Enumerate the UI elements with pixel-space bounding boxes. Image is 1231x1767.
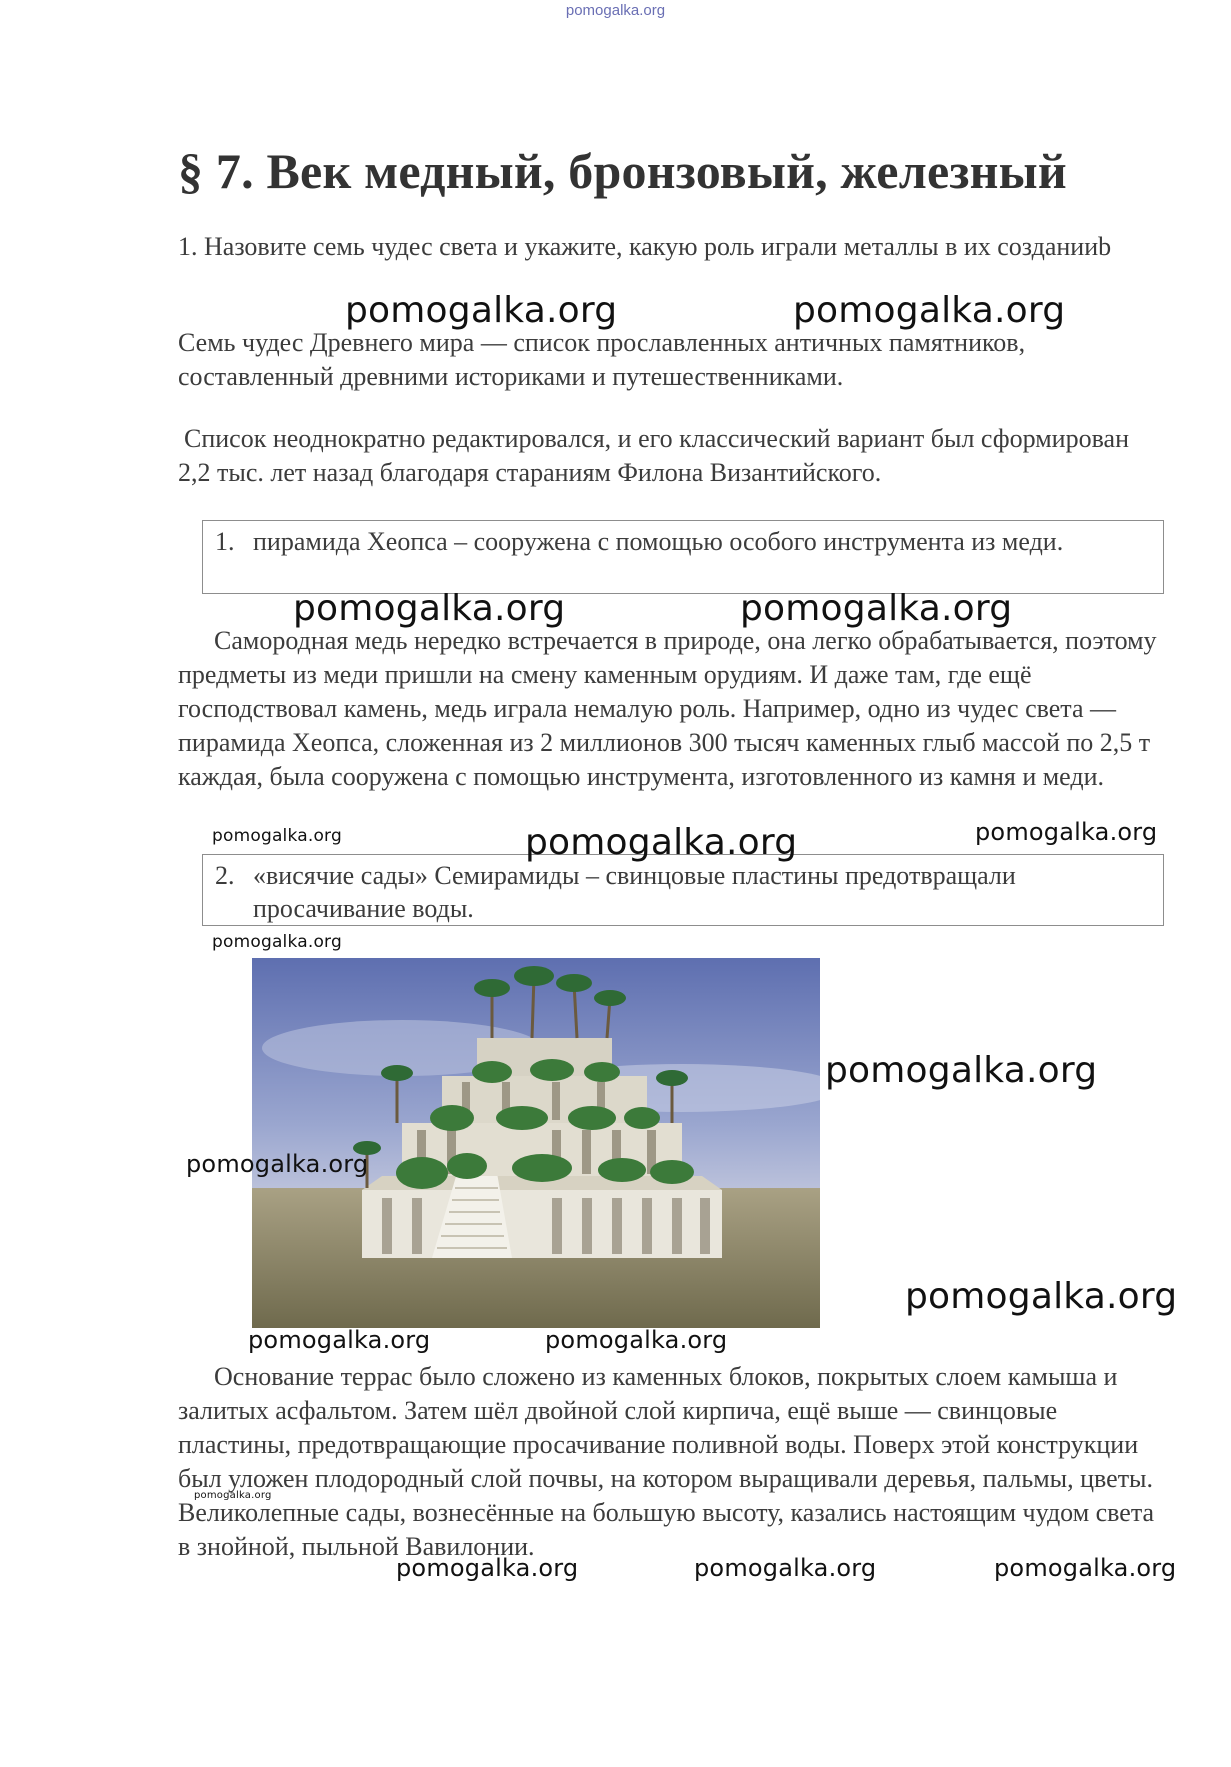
list-item-text: «висячие сады» Семирамиды – свинцовые пластины предотвращали просачивание воды. — [253, 861, 1016, 923]
watermark: pomogalka.org — [248, 1326, 431, 1354]
watermark: pomogalka.org — [212, 826, 342, 846]
hanging-gardens-image — [252, 958, 820, 1328]
intro-paragraph-1: Семь чудес Древнего мира — список прославленных античных памятников, составленный древними историками и путешественниками. — [178, 328, 1026, 391]
watermark: pomogalka.org — [825, 1050, 1098, 1091]
watermark: pomogalka.org — [905, 1276, 1178, 1317]
intro-paragraph-2: Список неоднократно редактировался, и его классический вариант был сформирован 2,2 тыс. лет назад благодаря стараниям Филона Византийского. — [178, 424, 1129, 487]
watermark: pomogalka.org — [293, 588, 566, 629]
gardens-paragraph: Основание террас было сложено из каменных блоков, покрытых слоем камыша и залитых асфальтом. Затем шёл двойной слой кирпича, ещё выше — свинцовые пластины, предотвращающие просачивание поливной воды. Поверх этой конструкции был уложен плодородный слой почвы, на котором выращивали деревья, пальмы, цветы. Великолепные сады, вознесённые на большую высоту, казались настоящим чудом света в знойной, пыльной Вавилонии. — [178, 1362, 1155, 1561]
watermark: pomogalka.org — [694, 1554, 877, 1582]
top-site-link[interactable]: pomogalka.org — [565, 2, 666, 19]
list-item-number: 1. — [215, 527, 235, 556]
watermark: pomogalka.org — [186, 1150, 369, 1178]
watermark: pomogalka.org — [994, 1554, 1177, 1582]
watermark: pomogalka.org — [194, 1490, 272, 1501]
list-item-number: 2. — [215, 861, 235, 890]
watermark: pomogalka.org — [545, 1326, 728, 1354]
copper-paragraph: Самородная медь нередко встречается в природе, она легко обрабатывается, поэтому предметы из меди пришли на смену каменным орудиям. И даже там, где ещё господствовал камень, медь играла немалую роль. Например, одно из чудес света — пирамида Хеопса, сложенная из 2 миллионов 300 тысяч каменных глыб массой по 2,5 т каждая, была сооружена с помощью инструмента, изготовленного из камня и меди. — [178, 626, 1157, 791]
list-item-box-1 — [202, 520, 1164, 594]
watermark: pomogalka.org — [212, 932, 342, 952]
page-title: § 7. Век медный, бронзовый, железный — [178, 143, 1067, 199]
watermark: pomogalka.org — [975, 818, 1158, 846]
question-text: 1. Назовите семь чудес света и укажите, какую роль играли металлы в их созданииb — [178, 232, 1112, 261]
list-item-text: пирамида Хеопса – сооружена с помощью особого инструмента из меди. — [253, 527, 1064, 556]
watermark: pomogalka.org — [525, 822, 798, 863]
watermark: pomogalka.org — [396, 1554, 579, 1582]
watermark: pomogalka.org — [740, 588, 1013, 629]
watermark: pomogalka.org — [793, 290, 1066, 331]
watermark: pomogalka.org — [345, 290, 618, 331]
list-item-box-2 — [202, 854, 1164, 926]
